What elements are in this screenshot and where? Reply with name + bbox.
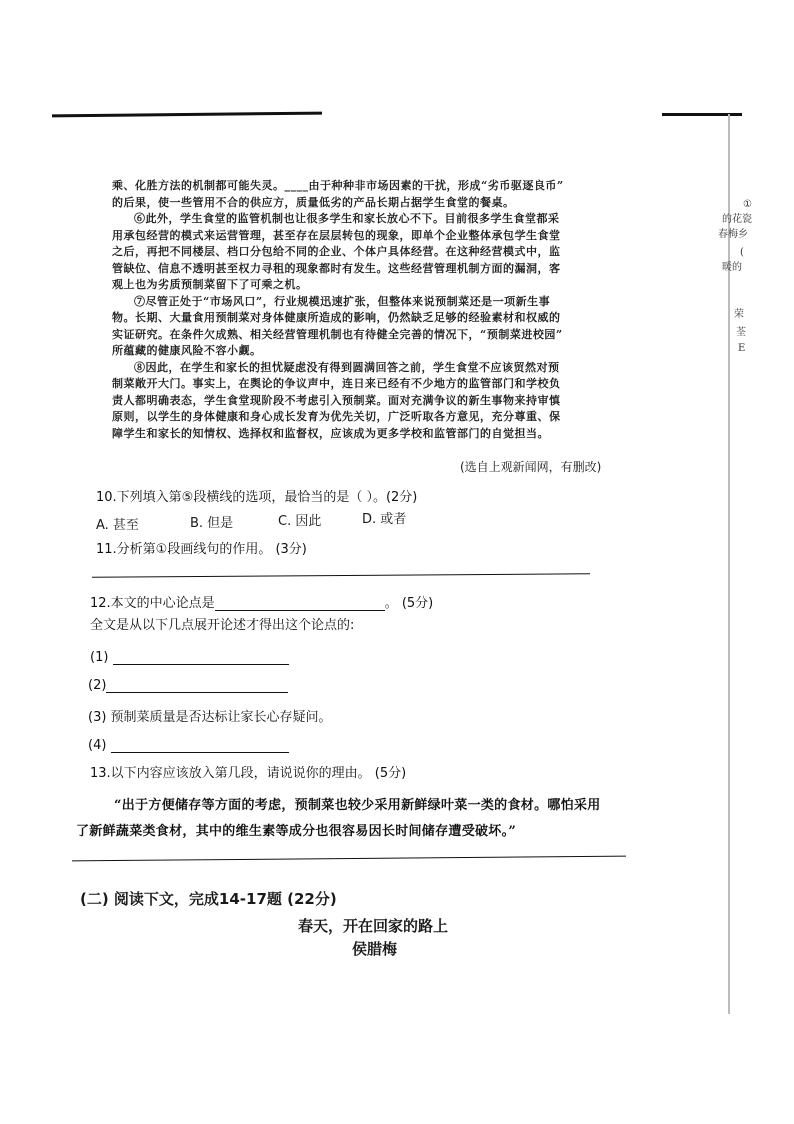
passage-line: 观上也为劣质预制菜留下了可乘之机。 bbox=[112, 278, 308, 291]
point-2 bbox=[88, 678, 288, 693]
question-12-score: 。 (5分) bbox=[384, 596, 434, 611]
reading-passage bbox=[112, 178, 622, 442]
point-2-label: (2) bbox=[88, 678, 107, 693]
passage-line: ⑦尽管正处于“市场风口”，行业规模迅速扩张，但整体来说预制菜还是一项新生事 bbox=[134, 294, 551, 308]
passage-line: 用承包经营的模式来运营管理，甚至存在层层转包的现象，即单个企业整体承包学生食堂 bbox=[112, 228, 561, 242]
passage-line: 之后，再把不同楼层、档口分包给不同的企业、个体户具体经营。在这种经营模式中，监 bbox=[112, 245, 561, 258]
point-1-label: (1) bbox=[90, 650, 109, 665]
passage-line: 原则，以学生的身体健康和身心成长发育为优先关切，广泛听取各方意见，充分尊重、保 bbox=[112, 410, 561, 423]
passage-line: 障学生和家长的知情权、选择权和监督权，应该成为更多学校和监管部门的自觉担当。 bbox=[112, 426, 549, 440]
margin-fragment: ( bbox=[740, 247, 744, 258]
point-1 bbox=[90, 650, 289, 665]
page-fold-edge bbox=[728, 114, 730, 1014]
passage-line: ⑥此外，学生食堂的监管机制也让很多学生和家长放心不下。目前很多学生食堂都采 bbox=[134, 212, 560, 225]
margin-fragment: 荣 bbox=[734, 309, 744, 320]
question-12 bbox=[90, 592, 433, 611]
margin-fragment: ① bbox=[743, 199, 752, 210]
passage-line: 的后果，使一些管用不合的供应方，质量低劣的产品长期占据学生食堂的餐桌。 bbox=[112, 195, 515, 209]
question-12-prompt: 全文是从以下几点展开论述才得出这个论点的: bbox=[90, 618, 355, 633]
passage-line: 责人都明确表态，学生食堂现阶段不考虑引入预制菜。面对充满争议的新生事物来持审慎 bbox=[112, 393, 561, 407]
question-12-text: 12.本文的中心论点是 bbox=[90, 596, 215, 611]
answer-line-q11[interactable] bbox=[92, 573, 590, 577]
question-11: 11.分析第①段画线句的作用。 (3分) bbox=[96, 542, 307, 557]
passage-line: 所蕴藏的健康风险不容小觑。 bbox=[112, 344, 262, 357]
question-13-quote-line: “出于方便储存等方面的考虑，预制菜也较少采用新鲜绿叶菜一类的食材。哪怕采用 bbox=[114, 798, 601, 813]
scan-edge-line-right bbox=[662, 113, 742, 116]
passage-line: 乘、化胜方法的机制都可能失灵。____由于种种非市场因素的干扰，形成“劣币驱逐良币” bbox=[112, 179, 564, 192]
section-heading: (二) 阅读下文，完成14-17题 (22分) bbox=[80, 890, 337, 908]
passage-line: ⑧因此，在学生和家长的担忧疑虑没有得到圆满回答之前，学生食堂不应该贸然对预 bbox=[134, 360, 560, 374]
passage-line: 管缺位、信息不透明甚至权力寻租的现象都时有发生。这些经营管理机制方面的漏洞，客 bbox=[112, 261, 561, 275]
passage-line: 制菜敞开大门。事实上，在舆论的争议声中，连日来已经有不少地方的监管部门和学校负 bbox=[112, 377, 561, 390]
option-b: B. 但是 bbox=[190, 516, 234, 531]
margin-fragment: 春梅乡 bbox=[718, 229, 748, 240]
point-2-blank[interactable] bbox=[106, 678, 288, 693]
option-d: D. 或者 bbox=[362, 512, 407, 527]
margin-fragment: 荃 bbox=[736, 327, 746, 338]
question-13-quote-line: 了新鲜蔬菜类食材，其中的维生素等成分也很容易因长时间储存遭受破坏。” bbox=[76, 824, 517, 839]
margin-fragment: 暖的 bbox=[722, 262, 742, 273]
question-13: 13.以下内容应该放入第几段，请说说你的理由。 (5分) bbox=[90, 766, 407, 781]
passage-line: 实证研究。在条件欠成熟、相关经营管理机制也有待健全完善的情况下，“预制菜进校园” bbox=[112, 327, 563, 341]
margin-fragment: 的花瓷 bbox=[722, 214, 752, 225]
point-1-blank[interactable] bbox=[113, 650, 289, 665]
point-4-label: (4) bbox=[88, 738, 107, 753]
passage-source: (选自上观新闻网，有删改) bbox=[460, 460, 602, 474]
passage-line: 物。长期、大量食用预制菜对身体健康所造成的影响，仍然缺乏足够的经验素材和权威的 bbox=[112, 311, 561, 324]
article-author: 侯腊梅 bbox=[352, 940, 398, 958]
point-4 bbox=[88, 738, 289, 753]
scan-edge-line bbox=[52, 112, 322, 118]
answer-line-q13[interactable] bbox=[72, 856, 626, 862]
point-3: (3) 预制菜质量是否达标让家长心存疑问。 bbox=[88, 710, 332, 725]
central-argument-blank[interactable] bbox=[215, 596, 385, 611]
option-c: C. 因此 bbox=[278, 514, 322, 529]
point-4-blank[interactable] bbox=[111, 738, 289, 753]
option-a: A. 甚至 bbox=[96, 518, 139, 533]
article-title: 春天，开在回家的路上 bbox=[298, 917, 449, 935]
question-10: 10.下列填入第⑤段横线的选项，最恰当的是（ ）。(2分) bbox=[96, 490, 418, 505]
margin-fragment: E bbox=[738, 343, 746, 354]
